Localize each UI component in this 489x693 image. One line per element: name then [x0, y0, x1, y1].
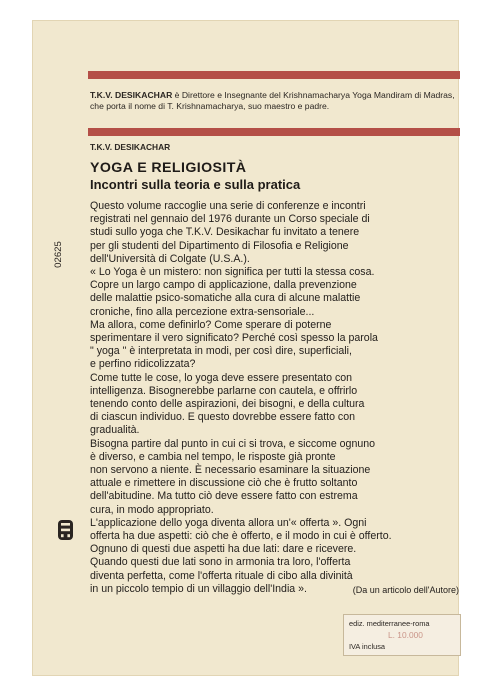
middle-accent-bar — [88, 128, 460, 136]
book-title: YOGA E RELIGIOSITÀ — [90, 160, 247, 176]
blurb-line: Ma allora, come definirlo? Come sperare di poterne — [90, 318, 332, 331]
blurb-line: Quando questi due lati sono in armonia tra loro, l'offerta — [90, 556, 351, 569]
author-bio-name: T.K.V. DESIKACHAR — [90, 90, 173, 100]
catalog-code-text: 02625 — [52, 241, 64, 268]
blurb-line: di ciascun individuo. E questo dovrebbe essere fatto con — [90, 411, 356, 424]
blurb-line: e perfino ridicolizzata? — [90, 358, 196, 371]
source-note: (Da un articolo dell'Autore) — [352, 585, 459, 595]
blurb-line: croniche, fino alla percezione extra-sensoriale... — [90, 305, 315, 318]
blurb-line: " yoga " è interpretata in modi, per così dire, superficiali, — [90, 345, 352, 358]
blurb-body — [90, 200, 462, 596]
blurb-line: in un piccolo tempio di un villaggio dell'India ». — [90, 582, 307, 595]
sticker-edition: ediz. mediterranee-roma — [349, 619, 430, 628]
blurb-line: gradualità. — [90, 424, 140, 437]
blurb-line: Copre un largo campo di applicazione, dalla prevenzione — [90, 279, 357, 292]
publisher-logo-icon — [57, 519, 74, 541]
blurb-line: studi sullo yoga che T.K.V. Desikachar fu invitato a tenere — [90, 226, 360, 239]
blurb-line: dell'abitudine. Ma tutto ciò deve essere fatto con estrema — [90, 490, 358, 503]
price-sticker — [343, 614, 461, 656]
blurb-line: Come tutte le cose, lo yoga deve essere presentato con — [90, 371, 353, 384]
blurb-line: attuale e rimettere in discussione ciò che è frutto soltanto — [90, 477, 358, 490]
blurb-line: registrati nel gennaio del 1976 durante un Corso speciale di — [90, 213, 370, 226]
blurb-line: per gli studenti del Dipartimento di Filosofia e Religione — [90, 239, 349, 252]
sticker-price: L. 10.000 — [388, 630, 423, 640]
blurb-line: sperimentare il vero significato? Perché così spesso la parola — [90, 332, 378, 345]
blurb-line: diventa perfetta, come l'offerta rituale di cibo alla divinità — [90, 569, 353, 582]
book-subtitle: Incontri sulla teoria e sulla pratica — [90, 177, 301, 192]
author-bio — [90, 90, 458, 112]
blurb-line: « Lo Yoga è un mistero: non significa per tutti la stessa cosa. — [90, 266, 375, 279]
blurb-line: offerta ha due aspetti: ciò che è offerto, e il modo in cui è offerto. — [90, 530, 392, 543]
blurb-line: tenendo conto delle aspirazioni, dei bisogni, e della cultura — [90, 398, 365, 411]
blurb-line: non servono a niente. È necessario esaminare la situazione — [90, 464, 371, 477]
blurb-line: delle malattie psico-somatiche alla cura di alcune malattie — [90, 292, 361, 305]
blurb-line: cura, in modo appropriato. — [90, 503, 214, 516]
blurb-line: è diverso, e cambia nel tempo, le risposte già pronte — [90, 450, 336, 463]
author-bio-text: è Direttore e Insegnante del Krishnamacharya Yoga Mandiram di Madras, che porta il nome di T. Krishnamacharya, suo maestro e padre. — [90, 90, 455, 111]
blurb-line: intelligenza. Bisognerebbe parlarne con cautela, e offrirlo — [90, 384, 358, 397]
blurb-line: Questo volume raccoglie una serie di conferenze e incontri — [90, 200, 366, 212]
sticker-vat: IVA inclusa — [349, 642, 386, 651]
blurb-line: L'applicazione dello yoga diventa allora un'« offerta ». Ogni — [90, 516, 367, 529]
author-name: T.K.V. DESIKACHAR — [90, 142, 171, 152]
catalog-code — [52, 236, 72, 276]
top-accent-bar — [88, 71, 460, 79]
blurb-line: Ognuno di questi due aspetti ha due lati: dare e ricevere. — [90, 543, 357, 556]
blurb-line: dell'Università di Colgate (U.S.A.). — [90, 252, 250, 265]
blurb-line: Bisogna partire dal punto in cui ci si trova, e siccome ognuno — [90, 437, 376, 450]
